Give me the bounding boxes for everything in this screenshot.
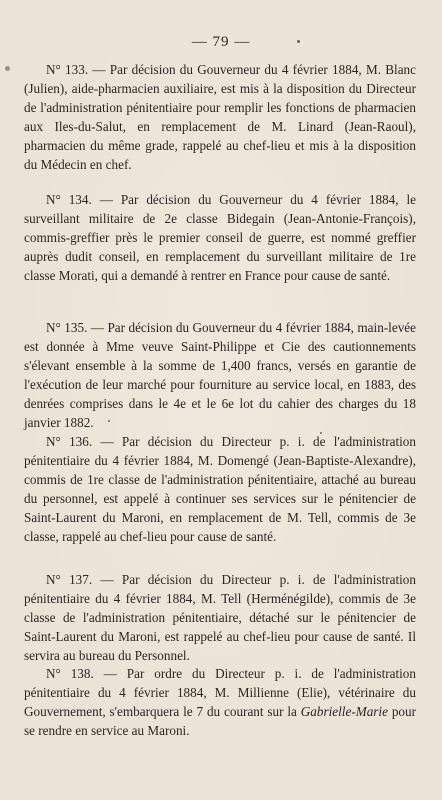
ink-speck [5, 66, 10, 71]
ship-name: Gabrielle-Marie [300, 704, 388, 719]
article-text: N° 136. — Par décision du Directeur p. i. de l'administration pénitentiaire du 4 février 1884, M. Domengé (Jean-Baptiste-Alexandre), commis de 1re classe de l'administration pénitentiaire, attaché au bureau du personnel, est appelé à continuer ses services sur le pénitencier de Saint-Laurent du Maroni, en remplacement de M. Tell, commis de 3e classe, rappelé au chef-lieu pour cause de santé. [24, 434, 416, 544]
article-text: N° 135. — Par décision du Gouverneur du 4 février 1884, main-levée est donnée à Mme veuve Saint-Philippe et Cie des cautionnements s'élevant ensemble à la somme de 1,400 francs, versés en garantie de l'exécution de leur marché pour fourniture au service local, en 1883, des denrées comprises dans le 4e et le 6e lot du cahier des charges du 18 janvier 1882. [24, 320, 416, 430]
ink-speck [297, 40, 300, 43]
article-138 [24, 664, 416, 740]
article-text: N° 138. — Par ordre du Directeur p. i. de l'administration pénitentiaire du 4 février 1884, M. Millienne (Elie), vétérinaire du Gouvernement, s'embarquera le 7 du courant sur la [24, 666, 416, 719]
article-136 [24, 432, 416, 546]
article-137 [24, 570, 416, 665]
page-number: — 79 — [191, 34, 251, 50]
article-134 [24, 190, 416, 285]
article-text: N° 133. — Par décision du Gouverneur du 4 février 1884, M. Blanc (Julien), aide-pharmacien auxiliaire, est mis à la disposition du Directeur de l'administration pénitentiaire pour remplir les fonctions de pharmacien aux Iles-du-Salut, en remplacement de M. Linard (Jean-Raoul), pharmacien du même grade, rappelé au chef-lieu et mis à la disposition du Médecin en chef. [24, 62, 416, 172]
article-text: N° 137. — Par décision du Directeur p. i. de l'administration pénitentiaire du 4 février 1884, M. Tell (Herménégilde), commis de 3e classe de l'administration pénitentiaire, détaché sur le pénitencier de Saint-Laurent du Maroni, est rappelé au chef-lieu pour cause de santé. Il servira au bureau du Personnel. [24, 572, 416, 663]
article-text: N° 134. — Par décision du Gouverneur du 4 février 1884, le surveillant militaire de 2e classe Bidegain (Jean-Antonie-François), commis-greffier près le premier conseil de guerre, est nommé greffier auprès dudit conseil, en remplacement du surveillant militaire de 1re classe Morati, qui a demandé à rentrer en France pour cause de santé. [24, 192, 416, 283]
article-133 [24, 60, 416, 174]
article-text: pour se rendre en service au Maroni. [24, 704, 416, 738]
article-135 [24, 318, 416, 432]
